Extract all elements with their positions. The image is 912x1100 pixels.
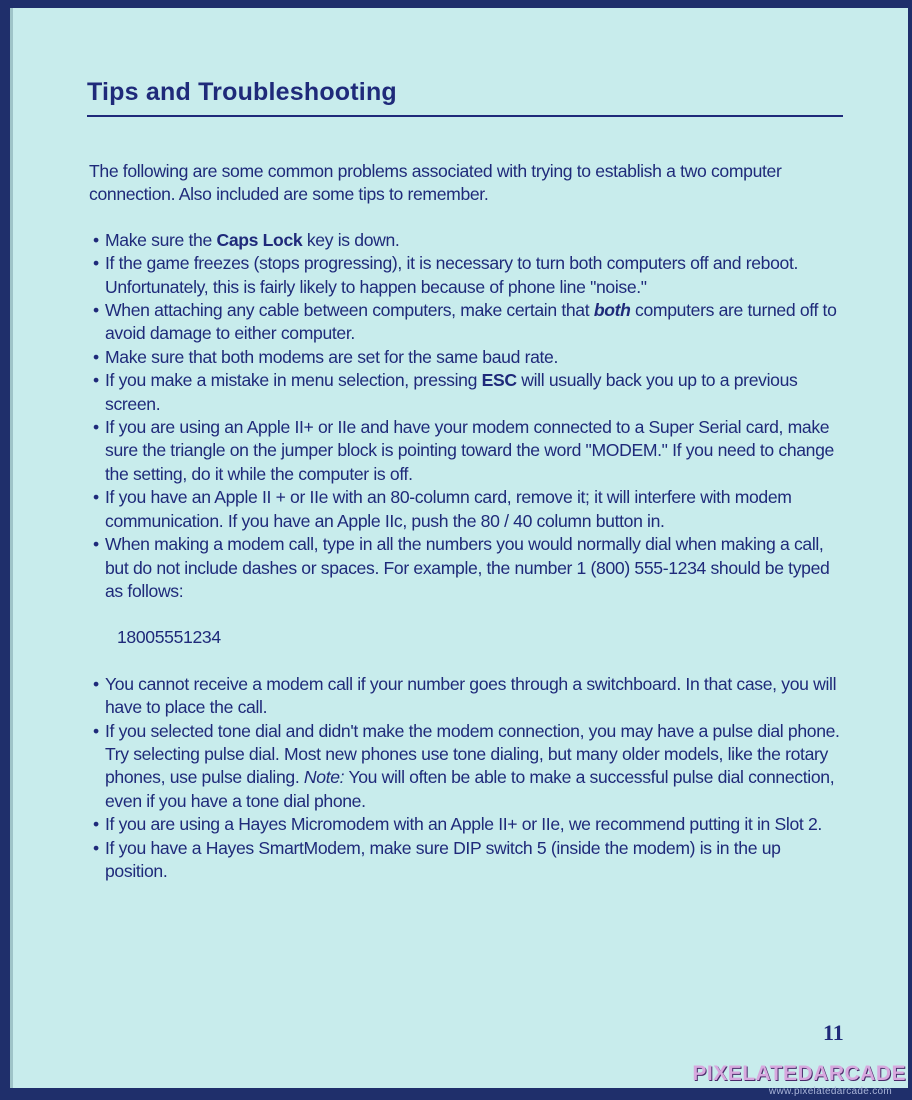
page-body [89, 160, 841, 883]
tip-caps-lock: • Make sure the Caps Lock key is down. [89, 229, 841, 252]
tip-micromodem: • If you are using a Hayes Micromodem with an Apple II+ or IIe, we recommend putting it in Slot 2. [89, 813, 841, 836]
tip-escape: • If you make a mistake in menu selection, pressing ESC will usually back you up to a previous screen. [89, 369, 841, 416]
tips-list-continued [89, 673, 841, 884]
tip-pulse-dial: • If you selected tone dial and didn't make the modem connection, you may have a pulse dial phone. Try selecting pulse dial. Most new phones use tone dialing, but many older models, like the rotary phones, use pulse dialing. Note: You will often be able to make a successful pulse dial connection, even if you have a tone dial phone. [89, 720, 841, 814]
intro-paragraph: The following are some common problems associated with trying to establish a two computer connection. Also included are some tips to remember. [89, 161, 782, 205]
title-underline [87, 115, 843, 117]
tip-game-freezes: • If the game freezes (stops progressing), it is necessary to turn both computers off and reboot. Unfortunately, this is fairly likely to happen because of phone line "noise." [89, 252, 841, 299]
tip-cable: • When attaching any cable between computers, make certain that both computers are turned off to avoid damage to either computer. [89, 299, 841, 346]
watermark-url: www.pixelatedarcade.com [768, 1086, 892, 1097]
tip-super-serial: • If you are using an Apple II+ or IIe and have your modem connected to a Super Serial card, make sure the triangle on the jumper block is pointing toward the word "MODEM." If you need to change the setting, do it while the computer is off. [89, 416, 841, 486]
watermark-logo: PIXELATEDARCADE [692, 1062, 906, 1085]
tip-80-column: • If you have an Apple II + or IIe with an 80-column card, remove it; it will interfere with modem communication. If you have an Apple IIc, push the 80 / 40 column button in. [89, 486, 841, 533]
page-number: 11 [823, 1020, 844, 1045]
tip-switchboard: • You cannot receive a modem call if your number goes through a switchboard. In that case, you will have to place the call. [89, 673, 841, 720]
tips-list [89, 229, 841, 604]
manual-page [10, 8, 908, 1088]
tip-baud-rate: • Make sure that both modems are set for the same baud rate. [89, 346, 841, 369]
example-number: 18005551234 [117, 627, 221, 648]
tip-smartmodem: • If you have a Hayes SmartModem, make sure DIP switch 5 (inside the modem) is in the up position. [89, 837, 841, 884]
page-title: Tips and Troubleshooting [87, 78, 397, 106]
tip-dialing: • When making a modem call, type in all the numbers you would normally dial when making a call, but do not include dashes or spaces. For example, the number 1 (800) 555-1234 should be typed as follows: [89, 533, 841, 603]
